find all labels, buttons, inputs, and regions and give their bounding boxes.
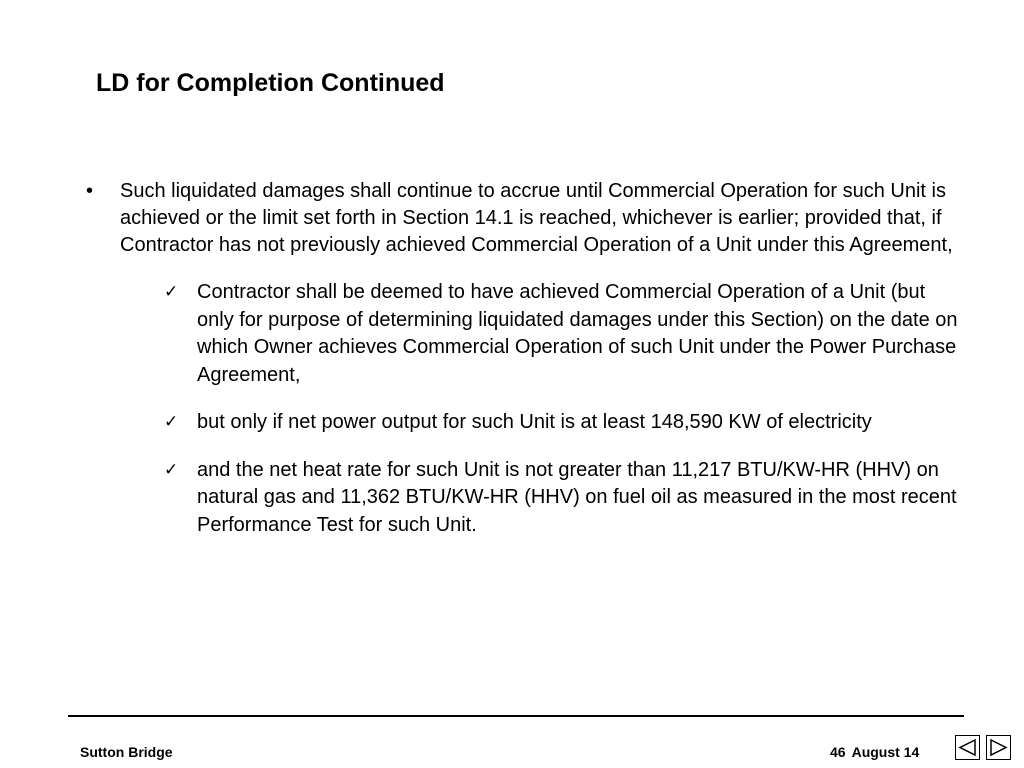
footer-date: August 14 xyxy=(851,744,920,760)
footer-divider xyxy=(68,715,964,717)
previous-slide-button[interactable] xyxy=(955,735,980,760)
slide-content xyxy=(86,178,966,559)
checklist-item xyxy=(86,279,966,389)
checkmark-icon: ✓ xyxy=(164,459,179,480)
main-bullet xyxy=(86,178,966,259)
checklist xyxy=(86,279,966,539)
checkmark-icon: ✓ xyxy=(164,412,179,432)
checklist-item xyxy=(86,409,966,437)
checklist-item xyxy=(86,457,966,540)
bullet-marker: • xyxy=(86,180,94,202)
page-number: 46 xyxy=(830,744,846,760)
checkmark-icon: ✓ xyxy=(164,282,179,302)
footer-page-info xyxy=(830,744,919,761)
main-bullet-text: Such liquidated damages shall continue to accrue until Commercial Operation for such Unit is achieved or the limit set forth in Section 14.1 is reached, whichever is earlier; provided that, if Contractor has not previously achieved Commercial Operation of a Unit under this Agreement, xyxy=(120,180,953,256)
triangle-left-icon xyxy=(957,737,978,758)
checklist-item-text: and the net heat rate for such Unit is not greater than 11,217 BTU/KW-HR (HHV) on natural gas and 11,362 BTU/KW-HR (HHV) on fuel oil as measured in the most recent Performance Test for such Unit. xyxy=(197,458,957,536)
triangle-right-icon xyxy=(988,737,1009,758)
checklist-item-text: Contractor shall be deemed to have achieved Commercial Operation of a Unit (but only for purpose of determining liquidated damages under this Section) on the date on which Owner achieves Commercial Operation of such Unit under the Power Purchase Agreement, xyxy=(197,281,958,386)
footer-company: Sutton Bridge xyxy=(80,744,173,760)
checklist-item-text: but only if net power output for such Unit is at least 148,590 KW of electricity xyxy=(197,411,872,433)
next-slide-button[interactable] xyxy=(986,735,1011,760)
slide-navigation xyxy=(955,735,1011,760)
slide-title: LD for Completion Continued xyxy=(96,69,445,97)
